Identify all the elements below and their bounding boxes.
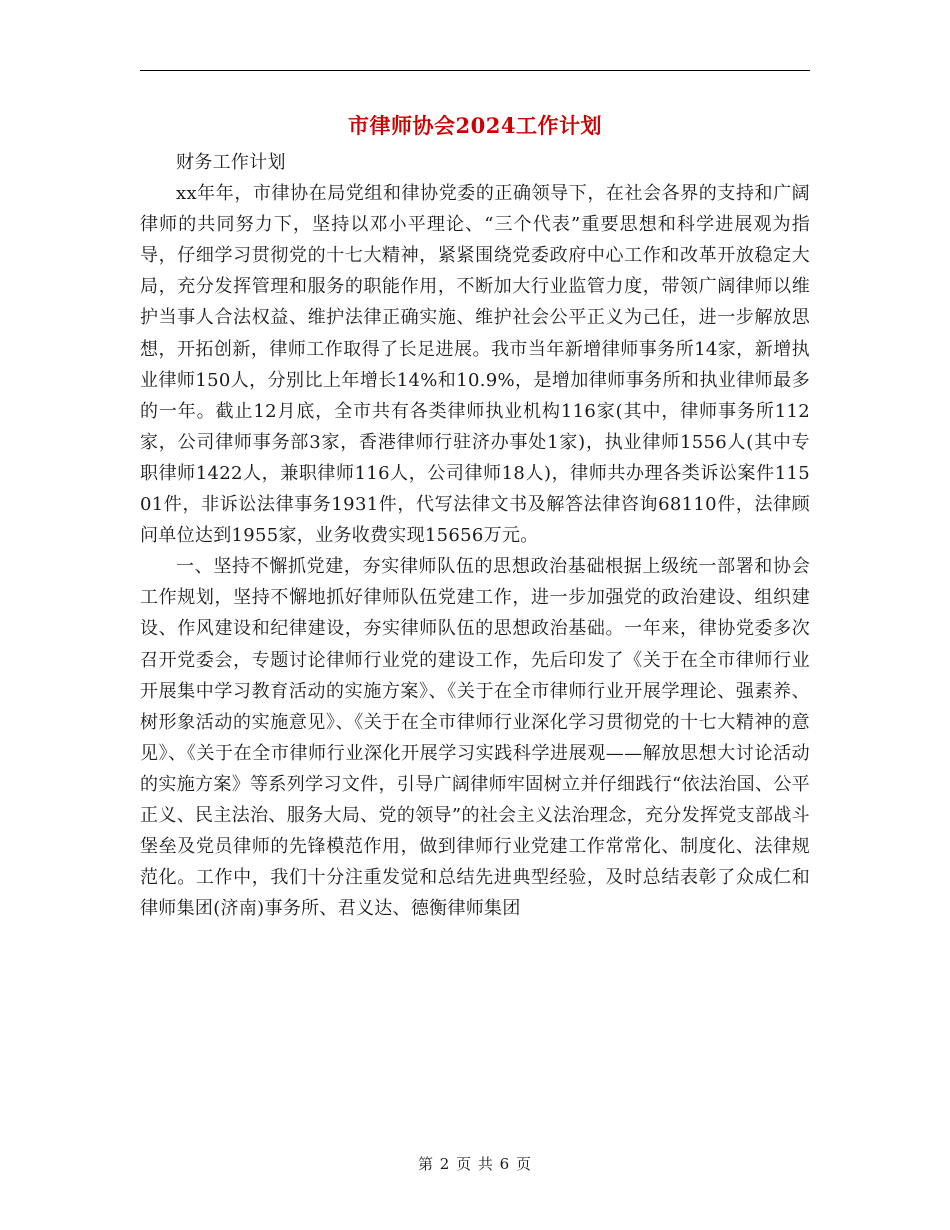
body-paragraph: 一、坚持不懈抓党建，夯实律师队伍的思想政治基础根据上级统一部署和协会工作规划，坚持不懈地抓好律师队伍党建工作，进一步加强党的政治建设、组织建设、作风建设和纪律建设，夯实律师队伍的思想政治基础。一年来，律协党委多次召开党委会，专题讨论律师行业党的建设工作，先后印发了《关于在全市律师行业开展集中学习教育活动的实施方案》、《关于在全市律师行业开展学理论、强素养、树形象活动的实施意见》、《关于在全市律师行业深化学习贯彻党的十七大精神的意见》、《关于在全市律师行业深化开展学习实践科学进展观——解放思想大讨论活动的实施方案》等系列学习文件，引导广阔律师牢固树立并仔细践行“依法治国、公平正义、民主法治、服务大局、党的领导”的社会主义法治理念，充分发挥党支部战斗堡垒及党员律师的先锋模范作用，做到律师行业党建工作常常化、制度化、法律规范化。工作中，我们十分注重发觉和总结先进典型经验，及时总结表彰了众成仁和律师集团(济南)事务所、君义达、德衡律师集团 [140,556,810,920]
page-number: 第 2 页 共 6 页 [418,1155,532,1173]
section-heading: 财务工作计划 [176,152,286,173]
document-title: 市律师协会2024工作计划 [348,113,602,138]
body-paragraph: xx年年，市律协在局党组和律协党委的正确领导下，在社会各界的支持和广阔律师的共同努力下，坚持以邓小平理论、“三个代表”重要思想和科学进展观为指导，仔细学习贯彻党的十七大精神，紧紧围绕党委政府中心工作和改革开放稳定大局，充分发挥管理和服务的职能作用，不断加大行业监管力度，带领广阔律师以维护当事人合法权益、维护法律正确实施、维护社会公平正义为己任，进一步解放思想，开拓创新，律师工作取得了长足进展。我市当年新增律师事务所14家，新增执业律师150人，分别比上年增长14%和10.9%，是增加律师事务所和执业律师最多的一年。截止12月底，全市共有各类律师执业机构116家(其中，律师事务所112家，公司律师事务部3家，香港律师行驻济办事处1家)，执业律师1556人(其中专职律师1422人，兼职律师116人，公司律师18人)，律师共办理各类诉讼案件11501件，非诉讼法律事务1931件，代写法律文书及解答法律咨询68110件，法律顾问单位达到1955家，业务收费实现15656万元。 [140,183,810,547]
document-body [140,147,810,924]
header-rule [140,70,810,71]
